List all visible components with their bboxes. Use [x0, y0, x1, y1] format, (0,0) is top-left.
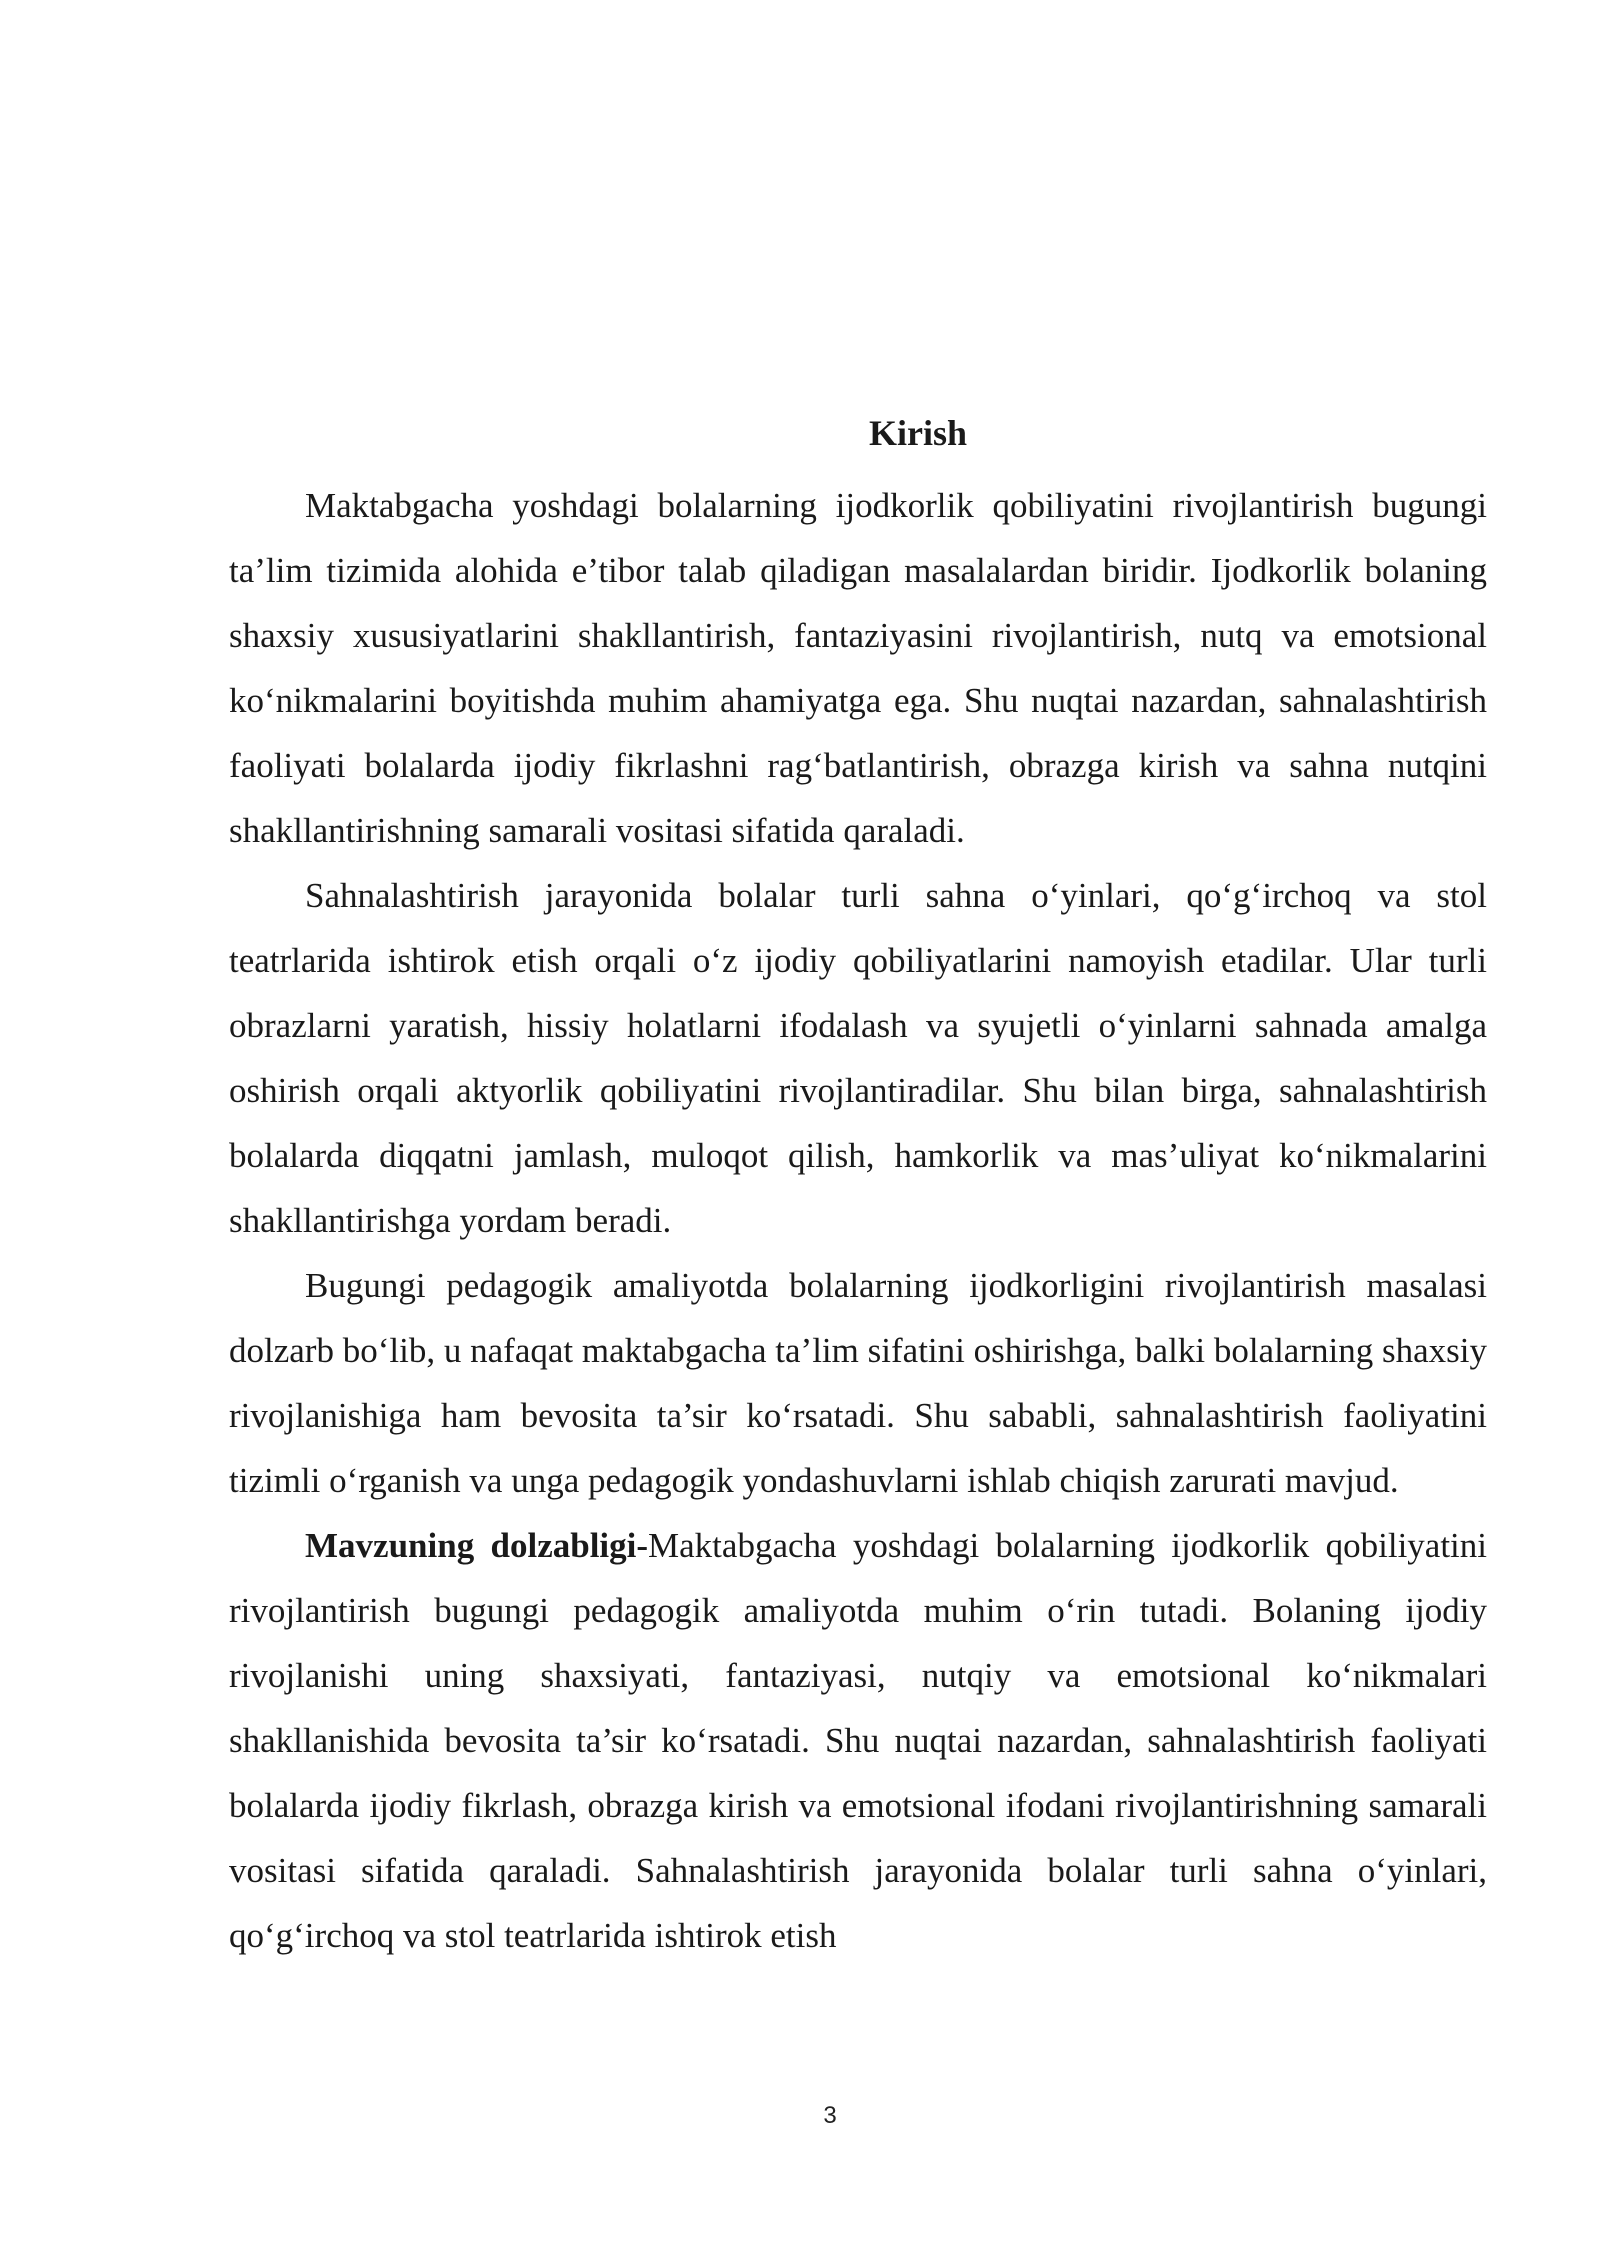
document-body [229, 408, 1487, 1968]
paragraph-text: Maktabgacha yoshdagi bolalarning ijodkorlik qobiliyatini rivojlantirish bugungi pedagogik amaliyotda muhim o‘rin tutadi. Bolaning ijodiy rivojlanishi uning shaxsiyati, fantaziyasi, nutqiy va emotsional ko‘nikmalari shakllanishida bevosita ta’sir ko‘rsatadi. Shu nuqtai nazardan, sahnalashtirish faoliyati bolalarda ijodiy fikrlash, obrazga kirish va emotsional ifodani rivojlantirishning samarali vositasi sifatida qaraladi. Sahnalashtirish jarayonida bolalar turli sahna o‘yinlari, qo‘g‘irchoq va stol teatrlarida ishtirok etish [229, 1526, 1487, 1955]
paragraph-lead-bold: Mavzuning dolzabligi- [305, 1526, 649, 1565]
paragraph [229, 863, 1487, 1253]
paragraph [229, 473, 1487, 863]
paragraph [229, 1253, 1487, 1513]
paragraph-text: Bugungi pedagogik amaliyotda bolalarning ijodkorligini rivojlantirish masalasi dolzarb bo‘lib, u nafaqat maktabgacha ta’lim sifatini oshirishga, balki bolalarning shaxsiy rivojlanishiga ham bevosita ta’sir ko‘rsatadi. Shu sababli, sahnalashtirish faoliyatini tizimli o‘rganish va unga pedagogik yondashuvlarni ishlab chiqish zarurati mavjud. [229, 1266, 1487, 1500]
paragraph-text: Maktabgacha yoshdagi bolalarning ijodkorlik qobiliyatini rivojlantirish bugungi ta’lim tizimida alohida e’tibor talab qiladigan masalalardan biridir. Ijodkorlik bolaning shaxsiy xususiyatlarini shakllantirish, fantaziyasini rivojlantirish, nutq va emotsional ko‘nikmalarini boyitishda muhim ahamiyatga ega. Shu nuqtai nazardan, sahnalashtirish faoliyati bolalarda ijodiy fikrlashni rag‘batlantirish, obrazga kirish va sahna nutqini shakllantirishning samarali vositasi sifatida qaraladi. [229, 486, 1487, 850]
paragraph [229, 1513, 1487, 1968]
page-number: 3 [823, 2102, 837, 2129]
paragraph-text: Sahnalashtirish jarayonida bolalar turli sahna o‘yinlari, qo‘g‘irchoq va stol teatrlarida ishtirok etish orqali o‘z ijodiy qobiliyatlarini namoyish etadilar. Ular turli obrazlarni yaratish, hissiy holatlarni ifodalash va syujetli o‘yinlarni sahnada amalga oshirish orqali aktyorlik qobiliyatini rivojlantiradilar. Shu bilan birga, sahnalashtirish bolalarda diqqatni jamlash, muloqot qilish, hamkorlik va mas’uliyat ko‘nikmalarini shakllantirishga yordam beradi. [229, 876, 1487, 1240]
section-heading: Kirish [868, 413, 967, 453]
